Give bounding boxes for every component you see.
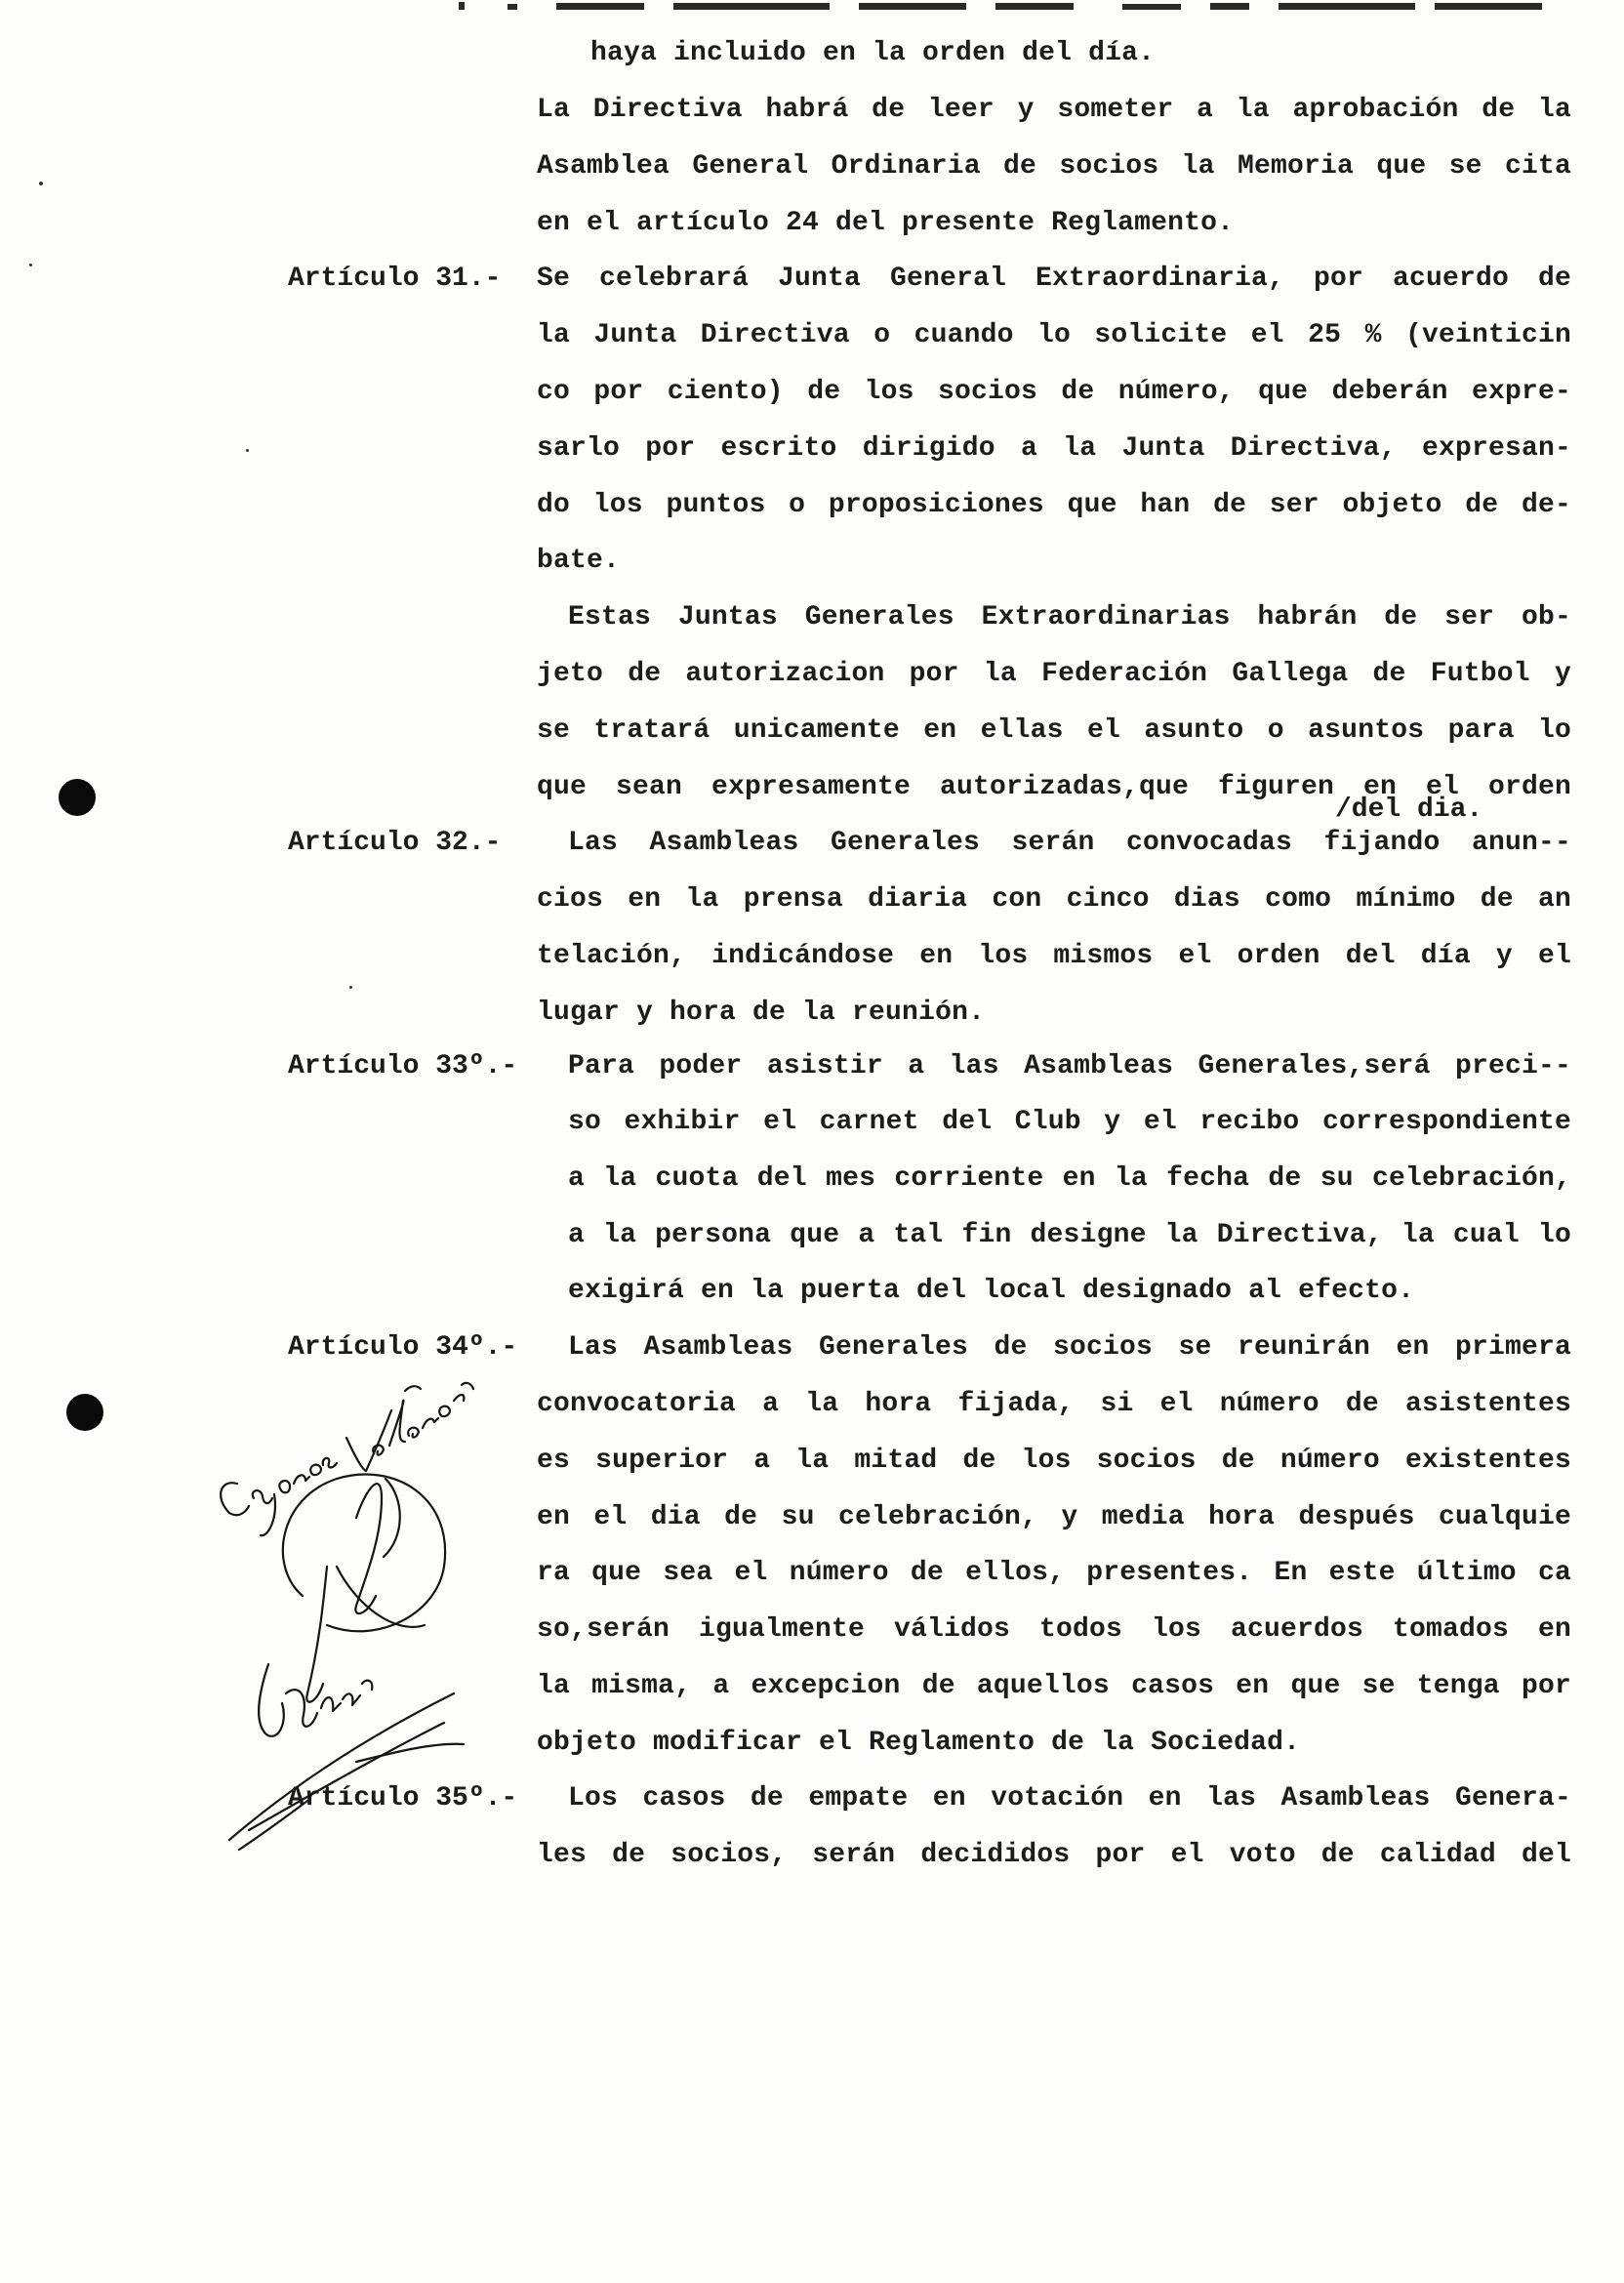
text-line: la Junta Directiva o cuando lo solicite el 25 % (veinticin [537,320,1571,350]
ink-speck [29,264,32,266]
text-line: se tratará unicamente en ellas el asunto o asuntos para lo [537,715,1571,746]
text-line: Para poder asistir a las Asambleas Generales,será preci-- [568,1051,1571,1081]
cropped-text-fragment [449,0,1581,14]
text-line: cios en la prensa diaria con cinco dias como mínimo de an [537,884,1571,915]
text-line: la misma, a excepcion de aquellos casos en que se tenga por [537,1671,1571,1701]
text-line: La Directiva habrá de leer y someter a la aprobación de la [537,95,1571,125]
punch-hole [59,779,96,816]
text-line: Estas Juntas Generales Extraordinarias habrán de ser ob- [568,602,1571,632]
text-line: Los casos de empate en votación en las Asambleas Genera- [568,1783,1571,1814]
text-line: objeto modificar el Reglamento de la Sociedad. [537,1728,1301,1758]
article-label-34: Artículo 34º.- [288,1332,518,1363]
text-line: bate. [537,546,621,576]
text-line: Se celebrará Junta General Extraordinaria, por acuerdo de [537,264,1571,294]
text-line: que sean expresamente autorizadas,que figuren en el orden [537,772,1571,802]
text-line: haya incluido en la orden del día. [590,38,1156,68]
text-line: Las Asambleas Generales serán convocadas fijando anun-- [568,828,1571,858]
insertion-note: /del dia. [1335,795,1483,825]
article-label-35: Artículo 35º.- [288,1783,518,1814]
text-line: telación, indicándose en los mismos el orden del día y el [537,941,1571,971]
ink-speck [246,449,249,452]
handwritten-signature [210,1371,542,1859]
text-line: en el artículo 24 del presente Reglamento. [537,208,1235,238]
text-line: so,serán igualmente válidos todos los acuerdos tomados en [537,1614,1571,1645]
text-line: a la cuota del mes corriente en la fecha de su celebración, [568,1163,1571,1194]
punch-hole [66,1394,103,1431]
text-line: en el dia de su celebración, y media hora después cualquie [537,1502,1571,1532]
text-line: so exhibir el carnet del Club y el recibo correspondiente [568,1107,1571,1137]
text-line: sarlo por escrito dirigido a la Junta Directiva, expresan- [537,433,1571,464]
text-line: jeto de autorizacion por la Federación Gallega de Futbol y [537,659,1571,689]
text-line: lugar y hora de la reunión. [537,998,986,1028]
text-line: exigirá en la puerta del local designado al efecto. [568,1276,1415,1306]
ink-speck [39,182,43,185]
text-line: ra que sea el número de ellos, presentes. En este último ca [537,1558,1571,1588]
text-line: a la persona que a tal fin designe la Directiva, la cual lo [568,1220,1571,1250]
ink-speck [349,986,352,989]
text-line: do los puntos o proposiciones que han de ser objeto de de- [537,490,1571,520]
text-line: co por ciento) de los socios de número, que deberán expre- [537,377,1571,407]
text-line: convocatoria a la hora fijada, si el número de asistentes [537,1389,1571,1419]
text-line: les de socios, serán decididos por el voto de calidad del [537,1840,1571,1870]
article-label-31: Artículo 31.- [288,264,502,294]
text-line: Asamblea General Ordinaria de socios la Memoria que se cita [537,151,1571,182]
article-label-32: Artículo 32.- [288,828,502,858]
article-label-33: Artículo 33º.- [288,1051,518,1081]
text-line: Las Asambleas Generales de socios se reunirán en primera [568,1332,1571,1363]
text-line: es superior a la mitad de los socios de número existentes [537,1446,1571,1476]
